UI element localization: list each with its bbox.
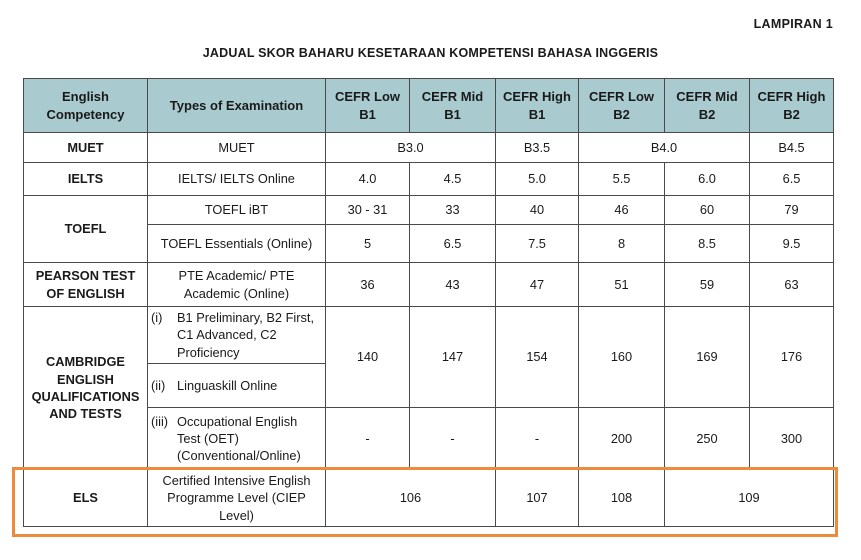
cell-oet: 300 xyxy=(750,408,834,470)
cell-cambridge: 140 xyxy=(326,307,410,408)
cell-pearson: 59 xyxy=(665,263,750,307)
item-number: (i) xyxy=(151,310,163,326)
cell-ielts: 5.0 xyxy=(496,163,579,196)
cell-muet-b1-low-mid: B3.0 xyxy=(326,133,496,163)
competency-els: ELS xyxy=(24,470,148,527)
table-row-els xyxy=(24,470,834,527)
cell-toefl-ibt: 30 - 31 xyxy=(326,196,410,225)
cell-pearson: 36 xyxy=(326,263,410,307)
cell-cambridge: 169 xyxy=(665,307,750,408)
exam-cambridge-linguaskill xyxy=(148,364,326,408)
appendix-label: LAMPIRAN 1 xyxy=(753,17,833,31)
competency-toefl: TOEFL xyxy=(24,196,148,263)
exam-toefl-ibt: TOEFL iBT xyxy=(148,196,326,225)
cell-els-b1-high: 107 xyxy=(496,470,579,527)
cell-toefl-essentials: 5 xyxy=(326,225,410,263)
cell-muet-b1-high: B3.5 xyxy=(496,133,579,163)
cell-toefl-essentials: 6.5 xyxy=(410,225,496,263)
cell-oet: 250 xyxy=(665,408,750,470)
cambridge-item-2 xyxy=(151,377,322,394)
cell-toefl-ibt: 40 xyxy=(496,196,579,225)
header-cefr-high-b2: CEFR High B2 xyxy=(750,79,834,133)
cell-els-b2-low: 108 xyxy=(579,470,665,527)
header-cefr-high-b1: CEFR High B1 xyxy=(496,79,579,133)
cell-toefl-essentials: 8.5 xyxy=(665,225,750,263)
competency-cambridge: CAMBRIDGE ENGLISH QUALIFICATIONS AND TESTS xyxy=(24,307,148,470)
exam-ielts: IELTS/ IELTS Online xyxy=(148,163,326,196)
item-text: Occupational English Test (OET) (Conventional/Online) xyxy=(177,413,301,464)
exam-cambridge-main xyxy=(148,307,326,364)
table-row-pearson xyxy=(24,263,834,307)
cell-toefl-ibt: 33 xyxy=(410,196,496,225)
item-text: Linguaskill Online xyxy=(177,377,278,393)
cell-els-b2-mid-high: 109 xyxy=(665,470,834,527)
header-cefr-low-b2: CEFR Low B2 xyxy=(579,79,665,133)
cell-oet: - xyxy=(410,408,496,470)
cell-els-b1-low-mid: 106 xyxy=(326,470,496,527)
cell-muet-b2-low-mid: B4.0 xyxy=(579,133,750,163)
cell-pearson: 51 xyxy=(579,263,665,307)
cell-muet-b2-high: B4.5 xyxy=(750,133,834,163)
cell-toefl-ibt: 60 xyxy=(665,196,750,225)
table-row-muet xyxy=(24,133,834,163)
cell-oet: - xyxy=(326,408,410,470)
item-text: B1 Preliminary, B2 First, C1 Advanced, C2 Proficiency xyxy=(177,310,315,360)
item-number: (ii) xyxy=(151,377,166,393)
equivalence-table xyxy=(23,78,834,527)
header-cefr-mid-b1: CEFR Mid B1 xyxy=(410,79,496,133)
cell-cambridge: 176 xyxy=(750,307,834,408)
cell-pearson: 47 xyxy=(496,263,579,307)
cell-pearson: 43 xyxy=(410,263,496,307)
cell-toefl-essentials: 9.5 xyxy=(750,225,834,263)
exam-cambridge-oet xyxy=(148,408,326,470)
cell-cambridge: 154 xyxy=(496,307,579,408)
header-row xyxy=(24,79,834,133)
cell-toefl-essentials: 7.5 xyxy=(496,225,579,263)
table-row-toefl-ibt xyxy=(24,196,834,225)
cell-cambridge: 147 xyxy=(410,307,496,408)
table-row-ielts xyxy=(24,163,834,196)
competency-ielts: IELTS xyxy=(24,163,148,196)
cell-ielts: 5.5 xyxy=(579,163,665,196)
cell-ielts: 4.0 xyxy=(326,163,410,196)
cell-oet: - xyxy=(496,408,579,470)
cell-toefl-essentials: 8 xyxy=(579,225,665,263)
header-types: Types of Examination xyxy=(148,79,326,133)
cell-pearson: 63 xyxy=(750,263,834,307)
table-row-cambridge-1 xyxy=(24,307,834,364)
cell-cambridge: 160 xyxy=(579,307,665,408)
cambridge-item-3 xyxy=(151,413,322,465)
competency-pearson: PEARSON TEST OF ENGLISH xyxy=(24,263,148,307)
cell-ielts: 4.5 xyxy=(410,163,496,196)
cell-ielts: 6.5 xyxy=(750,163,834,196)
exam-muet: MUET xyxy=(148,133,326,163)
cell-toefl-ibt: 46 xyxy=(579,196,665,225)
page-title: JADUAL SKOR BAHARU KESETARAAN KOMPETENSI BAHASA INGGERIS xyxy=(202,46,659,60)
competency-muet: MUET xyxy=(24,133,148,163)
cell-ielts: 6.0 xyxy=(665,163,750,196)
item-number: (iii) xyxy=(151,413,169,429)
header-cefr-mid-b2: CEFR Mid B2 xyxy=(665,79,750,133)
exam-els: Certified Intensive English Programme Level (CIEP Level) xyxy=(148,470,326,527)
cell-oet: 200 xyxy=(579,408,665,470)
cell-toefl-ibt: 79 xyxy=(750,196,834,225)
cambridge-item-1 xyxy=(151,309,322,361)
header-competency: English Competency xyxy=(24,79,148,133)
exam-toefl-essentials: TOEFL Essentials (Online) xyxy=(148,225,326,263)
header-cefr-low-b1: CEFR Low B1 xyxy=(326,79,410,133)
exam-pearson: PTE Academic/ PTE Academic (Online) xyxy=(148,263,326,307)
